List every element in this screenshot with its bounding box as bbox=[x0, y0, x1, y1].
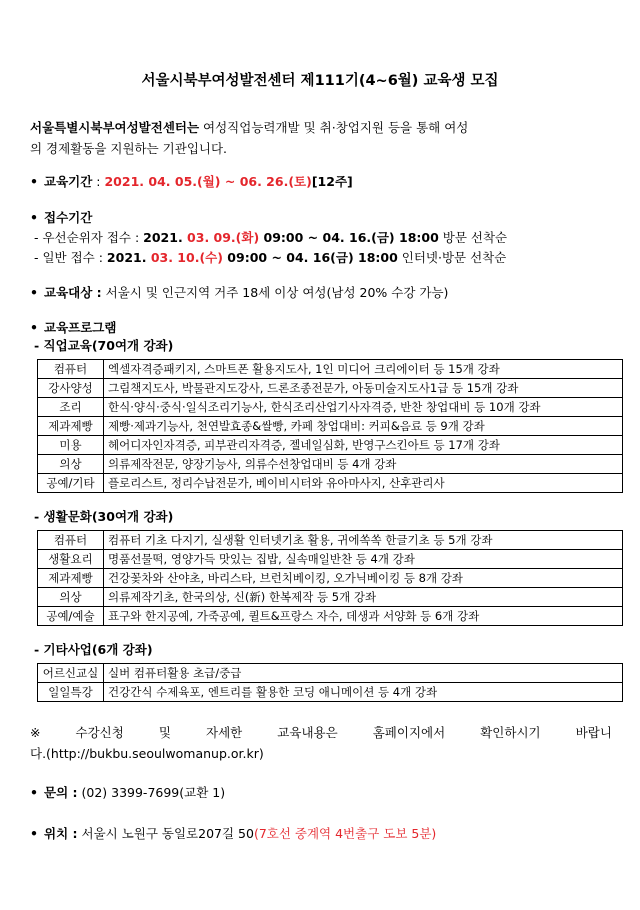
table-row bbox=[38, 398, 623, 417]
vocational-table bbox=[37, 359, 623, 493]
course-list-cell: 헤어디자인자격증, 피부관리자격증, 젤네일심화, 반영구스킨아트 등 17개 강좌 bbox=[104, 436, 623, 455]
table-row bbox=[38, 569, 623, 588]
bullet-icon: • bbox=[30, 210, 38, 225]
bullet-icon: • bbox=[30, 174, 38, 189]
table-row bbox=[38, 360, 623, 379]
contact-text: (02) 3399-7699(교환 1) bbox=[77, 785, 226, 800]
period-label: 교육기간 bbox=[44, 174, 93, 189]
table-row bbox=[38, 531, 623, 550]
category-cell: 제과제빵 bbox=[38, 417, 104, 436]
notice bbox=[30, 722, 612, 764]
priority-start-date: 03. 09.(화) bbox=[187, 230, 260, 245]
course-list-cell: 의류제작전문, 양장기능사, 의류수선창업대비 등 4개 강좌 bbox=[104, 455, 623, 474]
period-section bbox=[30, 172, 353, 190]
page-title: 서울시북부여성발전센터 제111기(4~6월) 교육생 모집 bbox=[141, 73, 499, 89]
priority-time: 09:00 ~ 04. 16.(금) 18:00 bbox=[259, 230, 439, 245]
contact-label: 문의 : bbox=[44, 785, 78, 800]
programs-section bbox=[30, 318, 116, 336]
category-cell: 강사양성 bbox=[38, 379, 104, 398]
category-cell: 미용 bbox=[38, 436, 104, 455]
contact-section bbox=[30, 783, 225, 801]
location-directions: (7호선 중계역 4번출구 도보 5분) bbox=[253, 826, 437, 841]
notice-word: 자세한 bbox=[206, 725, 243, 740]
target-section bbox=[30, 283, 448, 301]
course-list-cell: 건강꽃차와 산야초, 바리스타, 브런치베이킹, 오가닉베이킹 등 8개 강좌 bbox=[104, 569, 623, 588]
course-list-cell: 건강간식 수제육포, 엔트리를 활용한 코딩 애니메이션 등 4개 강좌 bbox=[104, 683, 623, 702]
bullet-icon: • bbox=[30, 320, 38, 335]
intro-line1: 여성직업능력개발 및 취·창업지원 등을 통해 여성 bbox=[199, 120, 469, 135]
notice-word: 홈페이지에서 bbox=[372, 725, 446, 740]
course-list-cell: 엑셀자격증패키지, 스마트폰 활용지도사, 1인 미디어 크리에이터 등 15개 강좌 bbox=[104, 360, 623, 379]
general-time: 09:00 ~ 04. 16(금) 18:00 bbox=[222, 250, 398, 265]
course-list-cell: 표구와 한지공예, 가죽공예, 퀼트&프랑스 자수, 데생과 서양화 등 6개 강좌 bbox=[104, 607, 623, 626]
notice-line2: 다.(http://bukbu.seoulwomanup.or.kr) bbox=[30, 746, 264, 761]
reception-general bbox=[34, 248, 506, 266]
category-cell: 컴퓨터 bbox=[38, 360, 104, 379]
location-label: 위치 : bbox=[44, 826, 78, 841]
course-list-cell: 명품선물떡, 영양가득 맛있는 집밥, 실속매일반찬 등 4개 강좌 bbox=[104, 550, 623, 569]
intro-paragraph bbox=[30, 117, 610, 159]
bullet-icon: • bbox=[30, 826, 38, 841]
other-heading: - 기타사업(6개 강좌) bbox=[34, 642, 153, 657]
course-list-cell: 플로리스트, 정리수납전문가, 베이비시터와 유아마사지, 산후관리사 bbox=[104, 474, 623, 493]
category-cell: 일일특강 bbox=[38, 683, 104, 702]
table-row bbox=[38, 664, 623, 683]
location-text: 서울시 노원구 동일로207길 50 bbox=[77, 826, 254, 841]
general-year: 2021. bbox=[106, 250, 151, 265]
reception-priority bbox=[34, 228, 507, 246]
table-row bbox=[38, 550, 623, 569]
category-cell: 생활요리 bbox=[38, 550, 104, 569]
table-row bbox=[38, 436, 623, 455]
target-text: 서울시 및 인근지역 거주 18세 이상 여성(남성 20% 수강 가능) bbox=[101, 285, 449, 300]
notice-line1 bbox=[30, 722, 612, 743]
table-row bbox=[38, 379, 623, 398]
period-dates: 2021. 04. 05.(월) ~ 06. 26.(토) bbox=[104, 174, 312, 189]
reception-label: 접수기간 bbox=[44, 210, 93, 225]
period-sep: : bbox=[92, 174, 105, 189]
table-row bbox=[38, 455, 623, 474]
bullet-icon: • bbox=[30, 785, 38, 800]
location-section bbox=[30, 824, 436, 842]
priority-prefix: - 우선순위자 접수 : bbox=[34, 230, 144, 245]
category-cell: 컴퓨터 bbox=[38, 531, 104, 550]
category-cell: 의상 bbox=[38, 588, 104, 607]
general-prefix: - 일반 접수 : bbox=[34, 250, 107, 265]
course-list-cell: 그림책지도사, 박물관지도강사, 드론조종전문가, 아동미술지도사1급 등 15개 강좌 bbox=[104, 379, 623, 398]
table-row bbox=[38, 588, 623, 607]
category-cell: 공예/기타 bbox=[38, 474, 104, 493]
notice-word: 및 bbox=[158, 725, 171, 740]
reception-section bbox=[30, 208, 92, 226]
table-row bbox=[38, 417, 623, 436]
intro-org: 서울특별시북부여성발전센터는 bbox=[30, 120, 200, 135]
category-cell: 제과제빵 bbox=[38, 569, 104, 588]
vocational-heading: - 직업교육(70여개 강좌) bbox=[34, 338, 174, 353]
course-list-cell: 의류제작기초, 한국의상, 신(新) 한복제작 등 5개 강좌 bbox=[104, 588, 623, 607]
notice-word: 확인하시기 bbox=[480, 725, 541, 740]
culture-table bbox=[37, 530, 623, 626]
category-cell: 의상 bbox=[38, 455, 104, 474]
bullet-icon: • bbox=[30, 285, 38, 300]
course-list-cell: 실버 컴퓨터활용 초급/중급 bbox=[104, 664, 623, 683]
general-start-date: 03. 10.(수) bbox=[150, 250, 223, 265]
period-weeks: [12주] bbox=[311, 174, 353, 189]
priority-method: 방문 선착순 bbox=[438, 230, 508, 245]
table-row bbox=[38, 607, 623, 626]
programs-label: 교육프로그램 bbox=[44, 320, 117, 335]
category-cell: 조리 bbox=[38, 398, 104, 417]
other-table bbox=[37, 663, 623, 702]
notice-word: 교육내용은 bbox=[277, 725, 338, 740]
notice-word: 수강신청 bbox=[75, 725, 124, 740]
course-list-cell: 제빵·제과기능사, 천연발효종&쌀빵, 카페 창업대비: 커피&음료 등 9개 강좌 bbox=[104, 417, 623, 436]
culture-heading: - 생활문화(30여개 강좌) bbox=[34, 509, 174, 524]
category-cell: 어르신교실 bbox=[38, 664, 104, 683]
category-cell: 공예/예술 bbox=[38, 607, 104, 626]
table-row bbox=[38, 474, 623, 493]
target-label: 교육대상 : bbox=[44, 285, 102, 300]
notice-word: ※ bbox=[30, 725, 41, 740]
course-list-cell: 한식·양식·중식·일식조리기능사, 한식조리산업기사자격증, 반찬 창업대비 등 10개 강좌 bbox=[104, 398, 623, 417]
table-row bbox=[38, 683, 623, 702]
course-list-cell: 컴퓨터 기초 다지기, 실생활 인터넷기초 활용, 귀에쏙쏙 한글기초 등 5개 강좌 bbox=[104, 531, 623, 550]
general-method: 인터넷·방문 선착순 bbox=[397, 250, 507, 265]
priority-year: 2021. bbox=[143, 230, 188, 245]
intro-line2: 의 경제활동을 지원하는 기관입니다. bbox=[30, 141, 228, 156]
notice-word: 바랍니 bbox=[575, 725, 612, 740]
